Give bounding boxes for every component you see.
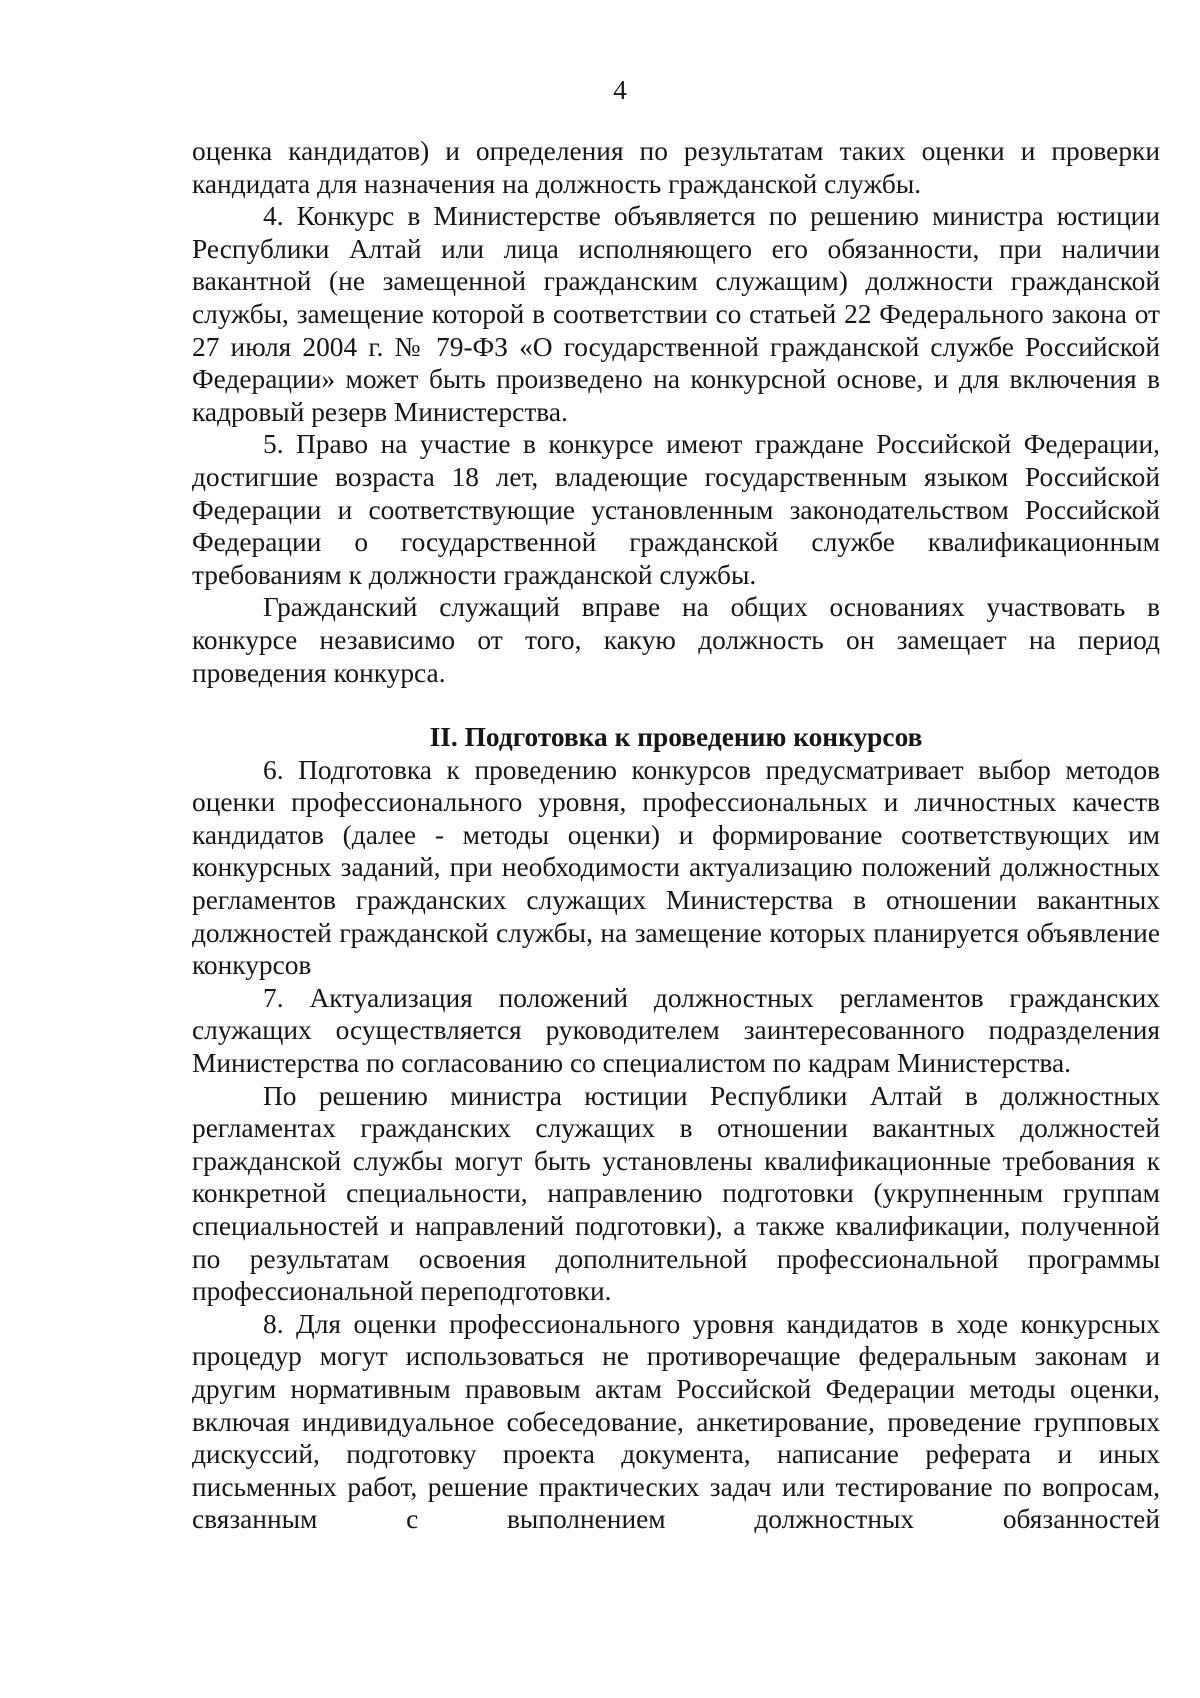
paragraph-item-6: 6. Подготовка к проведению конкурсов предусматривает выбор методов оценки профессионального уровня, профессиональных и личностных качеств кандидатов (далее - методы оценки) и формирование соответствующих им конкурсных заданий, при необходимости актуализацию положений должностных регламентов гражданских служащих Министерства в отношении вакантных должностей гражданской службы, на замещение которых планируется объявление конкурсов bbox=[192, 754, 1160, 981]
paragraph-item-7: 7. Актуализация положений должностных регламентов гражданских служащих осуществляется руководителем заинтересованного подразделения Министерства по согласованию со специалистом по кадрам Министерства. bbox=[192, 982, 1160, 1079]
document-body bbox=[192, 135, 1160, 1536]
paragraph-continuation: оценка кандидатов) и определения по результатам таких оценки и проверки кандидата для назначения на должность гражданской службы. bbox=[192, 136, 1160, 199]
paragraph-item-5: 5. Право на участие в конкурсе имеют граждане Российской Федерации, достигшие возраста 18 лет, владеющие государственным языком Российской Федерации и соответствующие установленным законодательством Российской Федерации о государственной гражданской службе квалификационным требованиям к должности гражданской службы. bbox=[192, 429, 1160, 590]
paragraph-minister-decision: По решению министра юстиции Республики Алтай в должностных регламентах гражданских служащих в отношении вакантных должностей гражданской службы могут быть установлены квалификационные требования к конкретной специальности, направлению подготовки (укрупненным группам специальностей и направлений подготовки), а также квалификации, полученной по результатам освоения дополнительной профессиональной программы профессиональной переподготовки. bbox=[192, 1080, 1160, 1307]
paragraph-item-8: 8. Для оценки профессионального уровня кандидатов в ходе конкурсных процедур могут использоваться не противоречащие федеральным законам и другим нормативным правовым актам Российской Федерации методы оценки, включая индивидуальное собеседование, анкетирование, проведение групповых дискуссий, подготовку проекта документа, написание реферата и иных письменных работ, решение практических задач или тестирование по вопросам, связанным с выполнением должностных обязанностей bbox=[192, 1308, 1160, 1535]
page-number: 4 bbox=[613, 75, 627, 105]
section-heading: II. Подготовка к проведению конкурсов bbox=[429, 722, 923, 753]
paragraph-civil-servant: Гражданский служащий вправе на общих основаниях участвовать в конкурсе независимо от того, какую должность он замещает на период проведения конкурса. bbox=[192, 592, 1160, 688]
paragraph-item-4: 4. Конкурс в Министерстве объявляется по решению министра юстиции Республики Алтай или лица исполняющего его обязанности, при наличии вакантной (не замещенной гражданским служащим) должности гражданской службы, замещение которой в соответствии со статьей 22 Федерального закона от 27 июля 2004 г. № 79-ФЗ «О государственной гражданской службе Российской Федерации» может быть произведено на конкурсной основе, и для включения в кадровый резерв Министерства. bbox=[192, 201, 1160, 427]
